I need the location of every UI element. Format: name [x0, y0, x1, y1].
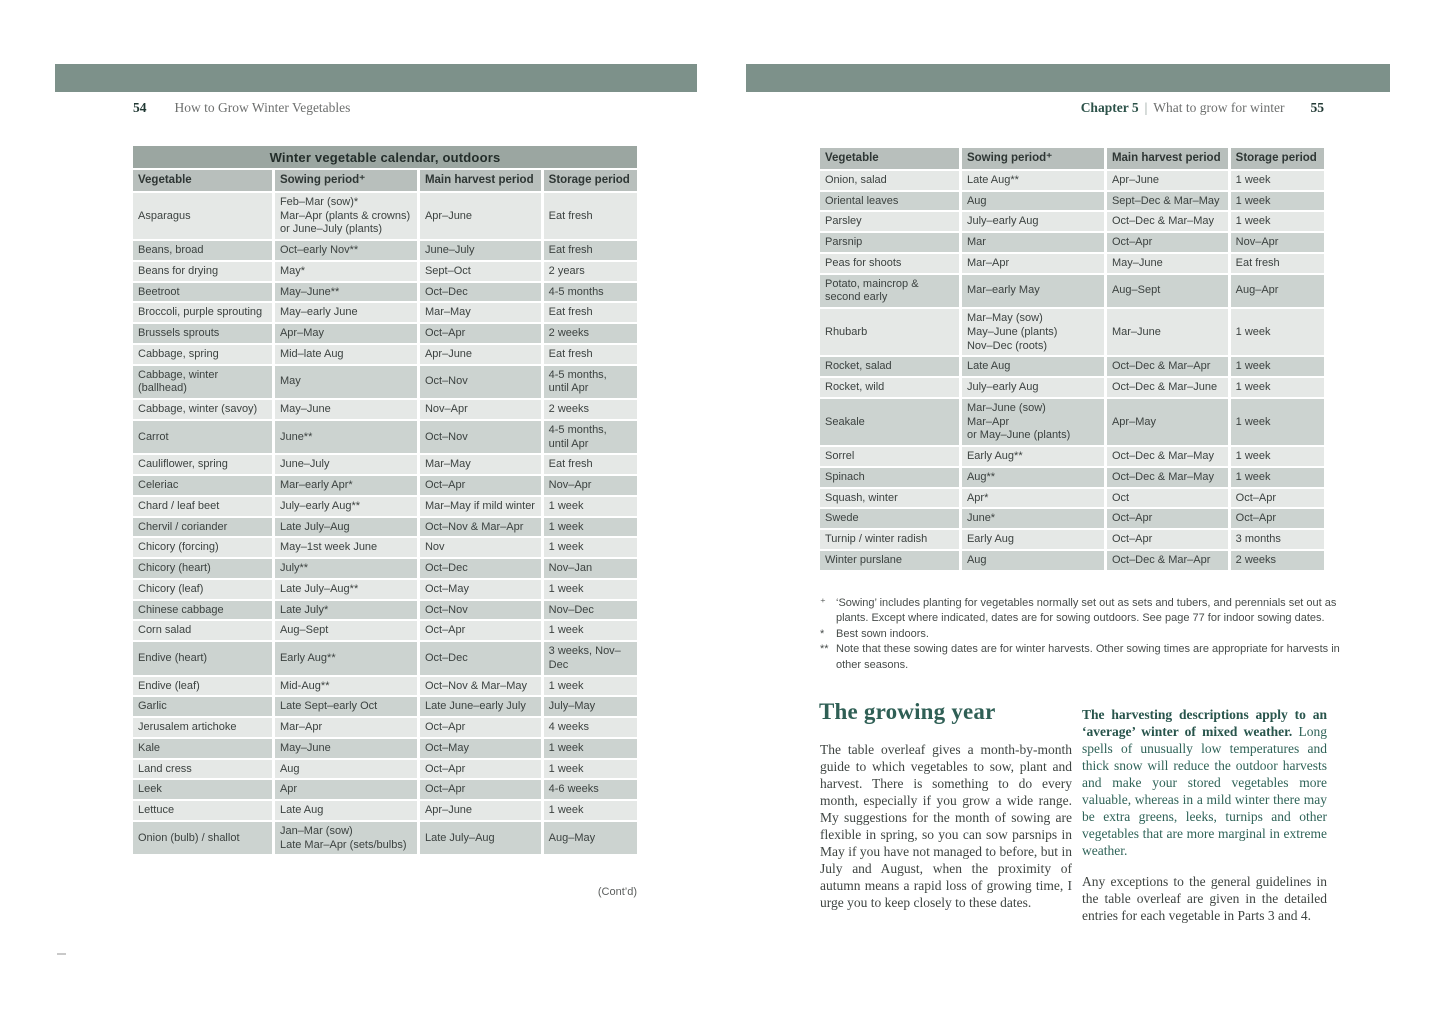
column-header: Vegetable: [820, 148, 959, 169]
table-cell: May: [275, 366, 417, 399]
table-cell: Onion, salad: [820, 171, 959, 190]
table-cell: Cauliflower, spring: [133, 455, 272, 474]
table-cell: Late July–Aug**: [275, 580, 417, 599]
table-cell: Apr–June: [420, 193, 541, 239]
table-cell: Garlic: [133, 697, 272, 716]
column-header: Sowing period⁺: [962, 148, 1104, 169]
table-cell: Onion (bulb) / shallot: [133, 822, 272, 855]
table-cell: Nov: [420, 538, 541, 557]
table-row: [133, 241, 637, 260]
table-cell: Mar–June: [1107, 309, 1228, 355]
table-cell: 1 week: [1231, 468, 1324, 487]
table-cell: Apr–June: [420, 345, 541, 364]
table-cell: 4 weeks: [544, 718, 637, 737]
table-cell: Swede: [820, 509, 959, 528]
table-header-row: [133, 170, 637, 191]
table-cell: Aug–Apr: [1231, 275, 1324, 308]
table-cell: Eat fresh: [544, 241, 637, 260]
table-row: [133, 400, 637, 419]
table-cell: 4-5 months: [544, 283, 637, 302]
table-row: [133, 518, 637, 537]
table-cell: Mid–late Aug: [275, 345, 417, 364]
table-cell: Oct–Apr: [420, 718, 541, 737]
table-row: [820, 378, 1324, 397]
table-row: [133, 345, 637, 364]
table-cell: Apr*: [962, 489, 1104, 508]
table-cell: 1 week: [544, 677, 637, 696]
table-cell: Nov–Apr: [420, 400, 541, 419]
table-row: [820, 309, 1324, 355]
table-cell: Oct–Dec & Mar–May: [1107, 212, 1228, 231]
table-row: [820, 530, 1324, 549]
footnote-marker: ⁺: [820, 597, 826, 609]
table-row: [133, 760, 637, 779]
table-cell: Potato, maincrop & second early: [820, 275, 959, 308]
table-cell: 4-5 months, until Apr: [544, 421, 637, 454]
table-cell: Chicory (leaf): [133, 580, 272, 599]
table-cell: 1 week: [1231, 192, 1324, 211]
table-cell: 2 weeks: [544, 324, 637, 343]
column-header: Main harvest period: [420, 170, 541, 191]
right-page-number: 55: [1310, 100, 1324, 115]
table-row: [133, 303, 637, 322]
table-cell: Oct–Nov & Mar–Apr: [420, 518, 541, 537]
table-cell: Apr–May: [1107, 399, 1228, 445]
table-cell: Mar–June (sow) Mar–Apr or May–June (plants): [962, 399, 1104, 445]
footnote-sowing: [820, 596, 1346, 627]
table-row: [133, 193, 637, 239]
table-row: [133, 559, 637, 578]
table-cell: 1 week: [544, 760, 637, 779]
table-cell: Sept–Dec & Mar–May: [1107, 192, 1228, 211]
table-cell: Eat fresh: [544, 193, 637, 239]
table-cell: 1 week: [544, 518, 637, 537]
table-cell: 1 week: [544, 580, 637, 599]
table-cell: Oct–Apr: [1231, 509, 1324, 528]
table-cell: Rhubarb: [820, 309, 959, 355]
table-cell: Aug: [962, 551, 1104, 570]
table-cell: 3 months: [1231, 530, 1324, 549]
table-cell: 3 weeks, Nov–Dec: [544, 642, 637, 675]
table-cell: Early Aug**: [275, 642, 417, 675]
footnote-indoors: [820, 627, 1346, 642]
table-cell: 2 weeks: [544, 400, 637, 419]
table-cell: Mar–May: [420, 303, 541, 322]
section-heading: The growing year: [819, 699, 996, 724]
table-cell: Mar–Apr: [962, 254, 1104, 273]
table-cell: 1 week: [544, 621, 637, 640]
table-cell: Rocket, salad: [820, 357, 959, 376]
table-row: [133, 455, 637, 474]
table-row: [820, 192, 1324, 211]
table-cell: Eat fresh: [1231, 254, 1324, 273]
table-cell: 2 weeks: [1231, 551, 1324, 570]
table-body: [133, 193, 637, 855]
table-row: [133, 697, 637, 716]
table-cell: Oct–Apr: [420, 621, 541, 640]
table-cell: Oct–Dec & Mar–May: [1107, 468, 1228, 487]
table-cell: Late Aug**: [962, 171, 1104, 190]
table-cell: Oct–Apr: [420, 476, 541, 495]
column-header: Main harvest period: [1107, 148, 1228, 169]
table-cell: Oct–Dec & Mar–June: [1107, 378, 1228, 397]
table-cell: Sept–Oct: [420, 262, 541, 281]
table-cell: 1 week: [544, 538, 637, 557]
table-cell: Late July–Aug: [275, 518, 417, 537]
table-cell: Late Sept–early Oct: [275, 697, 417, 716]
table-cell: 1 week: [1231, 309, 1324, 355]
table-cell: Feb–Mar (sow)* Mar–Apr (plants & crowns) or June–July (plants): [275, 193, 417, 239]
table-cell: Lettuce: [133, 801, 272, 820]
table-cell: Beetroot: [133, 283, 272, 302]
table-row: [820, 551, 1324, 570]
table-row: [820, 212, 1324, 231]
table-cell: Carrot: [133, 421, 272, 454]
table-cell: Oct–Apr: [420, 780, 541, 799]
table-cell: Leek: [133, 780, 272, 799]
table-cell: Apr–June: [1107, 171, 1228, 190]
table-cell: Peas for shoots: [820, 254, 959, 273]
table-cell: Mar–May if mild winter: [420, 497, 541, 516]
table-cell: Oct: [1107, 489, 1228, 508]
table-cell: Oriental leaves: [820, 192, 959, 211]
right-running-head: [746, 100, 1324, 116]
table-cell: Late Aug: [962, 357, 1104, 376]
table-cell: Aug: [962, 192, 1104, 211]
table-cell: 1 week: [1231, 357, 1324, 376]
table-cell: Winter purslane: [820, 551, 959, 570]
table-cell: Early Aug**: [962, 447, 1104, 466]
running-head-separator: |: [1144, 100, 1148, 115]
table-cell: Parsnip: [820, 233, 959, 252]
table-cell: May–1st week June: [275, 538, 417, 557]
vegetable-table: [130, 168, 640, 856]
stray-mark: [57, 953, 66, 955]
footnote-text: ‘Sowing’ includes planting for vegetables normally set out as sets and tubers, and perennials set out as plants. Except where indicated, dates are for sowing outdoors. See page 77 for indoor sowing dates.: [836, 597, 1337, 625]
table-cell: Oct–Apr: [420, 324, 541, 343]
table-cell: Aug**: [962, 468, 1104, 487]
table-row: [820, 447, 1324, 466]
table-cell: 1 week: [1231, 447, 1324, 466]
table-cell: Endive (heart): [133, 642, 272, 675]
table-row: [133, 642, 637, 675]
table-body: [820, 171, 1324, 570]
table-cell: Rocket, wild: [820, 378, 959, 397]
table-row: [820, 275, 1324, 308]
lead-rest-text: Long spells of unusually low temperatures and thick snow will reduce the outdoor harvests and make your stored vegetables more valuable, whereas in a mild winter there may be extra greens, leeks, turnips and other vegetables that are more marginal in extreme weather.: [1082, 724, 1327, 858]
table-cell: Land cress: [133, 760, 272, 779]
table-row: [133, 324, 637, 343]
table-cell: Late July*: [275, 601, 417, 620]
table-row: [820, 254, 1324, 273]
table-row: [133, 476, 637, 495]
table-title: Winter vegetable calendar, outdoors: [133, 146, 637, 168]
table-cell: Cabbage, winter (savoy): [133, 400, 272, 419]
table-cell: May–June: [275, 739, 417, 758]
table-row: [133, 601, 637, 620]
table-cell: Sorrel: [820, 447, 959, 466]
growing-year-paragraph-2: Any exceptions to the general guidelines in the table overleaf are given in the detailed entries for each vegetable in Parts 3 and 4.: [1082, 874, 1327, 923]
table-cell: Oct–early Nov**: [275, 241, 417, 260]
table-cell: Mar–early May: [962, 275, 1104, 308]
table-cell: Oct–May: [420, 580, 541, 599]
table-cell: Late July–Aug: [420, 822, 541, 855]
table-cell: June–July: [420, 241, 541, 260]
table-cell: Oct–Nov: [420, 366, 541, 399]
column-header: Vegetable: [133, 170, 272, 191]
table-cell: Cabbage, spring: [133, 345, 272, 364]
table-row: [820, 171, 1324, 190]
table-cell: 1 week: [544, 497, 637, 516]
growing-year-paragraph: The table overleaf gives a month-by-month guide to which vegetables to sow, plant and harvest. There is something to do every month, especially if you grow a wide range. My suggestions for the month of sowing are flexible in spring, so you can sow parsnips in May if you have not managed to before, but in July and August, when the proximity of autumn means a rapid loss of growing time, I urge you to keep closely to these dates.: [820, 742, 1072, 910]
table-row: [820, 233, 1324, 252]
table-cell: Nov–Apr: [544, 476, 637, 495]
table-cell: Oct–Dec: [420, 559, 541, 578]
table-row: [133, 421, 637, 454]
table-cell: Oct–Dec & Mar–May: [1107, 447, 1228, 466]
table-row: [133, 718, 637, 737]
table-cell: Broccoli, purple sprouting: [133, 303, 272, 322]
right-running-title: What to grow for winter: [1153, 100, 1285, 115]
right-page-top-bar: [746, 64, 1390, 92]
table-cell: Eat fresh: [544, 455, 637, 474]
table-cell: Aug–May: [544, 822, 637, 855]
table-row: [133, 677, 637, 696]
table-cell: Oct–Apr: [1107, 530, 1228, 549]
growing-year-left-column: [820, 741, 1072, 911]
table-cell: July–early Aug: [962, 212, 1104, 231]
table-row: [133, 739, 637, 758]
table-cell: Oct–Apr: [1231, 489, 1324, 508]
table-cell: Chicory (heart): [133, 559, 272, 578]
table-row: [133, 621, 637, 640]
table-cell: Brussels sprouts: [133, 324, 272, 343]
table-row: [133, 538, 637, 557]
table-cell: Kale: [133, 739, 272, 758]
lead-bold-text: The harvesting descriptions apply to an ‘average’ winter of mixed weather.: [1082, 707, 1327, 739]
winter-vegetable-table-left: [133, 146, 637, 856]
table-cell: Eat fresh: [544, 303, 637, 322]
table-cell: Oct–Apr: [420, 760, 541, 779]
table-cell: Nov–Apr: [1231, 233, 1324, 252]
table-cell: Eat fresh: [544, 345, 637, 364]
table-cell: June*: [962, 509, 1104, 528]
table-cell: Late June–early July: [420, 697, 541, 716]
table-cell: Spinach: [820, 468, 959, 487]
table-cell: Oct–Nov: [420, 421, 541, 454]
table-cell: Oct–Apr: [1107, 509, 1228, 528]
column-header: Storage period: [1231, 148, 1324, 169]
table-cell: Oct–May: [420, 739, 541, 758]
footnote-marker: **: [820, 643, 829, 656]
table-cell: Aug: [275, 760, 417, 779]
table-row: [133, 262, 637, 281]
table-cell: Chervil / coriander: [133, 518, 272, 537]
table-cell: Seakale: [820, 399, 959, 445]
table-cell: May–June: [275, 400, 417, 419]
table-cell: Nov–Jan: [544, 559, 637, 578]
table-cell: Aug–Sept: [1107, 275, 1228, 308]
left-page-number: 54: [133, 100, 147, 115]
winter-vegetable-table-right: [820, 146, 1324, 572]
table-cell: Oct–Nov: [420, 601, 541, 620]
table-cell: Oct–Dec: [420, 642, 541, 675]
table-cell: 2 years: [544, 262, 637, 281]
table-cell: 4-5 months, until Apr: [544, 366, 637, 399]
table-cell: Parsley: [820, 212, 959, 231]
table-row: [133, 580, 637, 599]
table-cell: May*: [275, 262, 417, 281]
table-cell: Jan–Mar (sow) Late Mar–Apr (sets/bulbs): [275, 822, 417, 855]
table-row: [133, 497, 637, 516]
table-cell: Nov–Dec: [544, 601, 637, 620]
table-row: [820, 357, 1324, 376]
table-cell: Chicory (forcing): [133, 538, 272, 557]
table-cell: June–July: [275, 455, 417, 474]
table-row: [820, 468, 1324, 487]
table-cell: Cabbage, winter (ballhead): [133, 366, 272, 399]
table-cell: Squash, winter: [820, 489, 959, 508]
column-header: Sowing period⁺: [275, 170, 417, 191]
table-cell: Oct–Nov & Mar–May: [420, 677, 541, 696]
table-cell: Corn salad: [133, 621, 272, 640]
table-cell: 1 week: [1231, 171, 1324, 190]
table-cell: May–June**: [275, 283, 417, 302]
table-cell: Oct–Dec & Mar–Apr: [1107, 551, 1228, 570]
table-cell: Apr: [275, 780, 417, 799]
left-running-head: [133, 100, 653, 116]
table-cell: Oct–Dec & Mar–Apr: [1107, 357, 1228, 376]
table-cell: July–May: [544, 697, 637, 716]
footnote-text: Best sown indoors.: [836, 627, 929, 640]
table-cell: 1 week: [544, 801, 637, 820]
footnote-marker: *: [820, 627, 825, 640]
table-cell: Beans, broad: [133, 241, 272, 260]
table-header-row: [820, 148, 1324, 169]
table-row: [133, 780, 637, 799]
growing-year-lead-paragraph: [1082, 706, 1327, 859]
footnote-winter-harvests: [820, 642, 1346, 673]
table-cell: July**: [275, 559, 417, 578]
table-cell: Endive (leaf): [133, 677, 272, 696]
table-cell: Apr–June: [420, 801, 541, 820]
table-cell: Asparagus: [133, 193, 272, 239]
table-cell: Early Aug: [962, 530, 1104, 549]
table-row: [133, 822, 637, 855]
table-cell: Chinese cabbage: [133, 601, 272, 620]
table-cell: Mid-Aug**: [275, 677, 417, 696]
chapter-label: Chapter 5: [1080, 100, 1139, 115]
table-cell: Mar–May: [420, 455, 541, 474]
table-cell: Celeriac: [133, 476, 272, 495]
table-row: [820, 489, 1324, 508]
table-cell: Apr–May: [275, 324, 417, 343]
growing-year-right-column: [1082, 706, 1327, 924]
table-cell: Mar–May (sow) May–June (plants) Nov–Dec (roots): [962, 309, 1104, 355]
table-cell: June**: [275, 421, 417, 454]
table-row: [133, 366, 637, 399]
footnote-text: Note that these sowing dates are for winter harvests. Other sowing times are appropriate for harvests in other seasons.: [836, 643, 1340, 671]
table-cell: 1 week: [1231, 212, 1324, 231]
table-row: [133, 283, 637, 302]
table-cell: May–early June: [275, 303, 417, 322]
vegetable-table: [817, 146, 1327, 572]
table-cell: Oct–Apr: [1107, 233, 1228, 252]
table-cell: Mar–Apr: [275, 718, 417, 737]
table-cell: July–early Aug: [962, 378, 1104, 397]
table-cell: Oct–Dec: [420, 283, 541, 302]
table-cell: 1 week: [1231, 378, 1324, 397]
table-cell: Late Aug: [275, 801, 417, 820]
left-running-title: How to Grow Winter Vegetables: [174, 100, 351, 115]
table-cell: 4-6 weeks: [544, 780, 637, 799]
table-cell: Turnip / winter radish: [820, 530, 959, 549]
table-cell: Mar–early Apr*: [275, 476, 417, 495]
table-row: [133, 801, 637, 820]
table-row: [820, 399, 1324, 445]
continued-note: (Cont’d): [597, 886, 637, 898]
table-cell: Jerusalem artichoke: [133, 718, 272, 737]
left-page-top-bar: [55, 64, 697, 92]
table-footnotes: [820, 596, 1346, 673]
table-cell: 1 week: [544, 739, 637, 758]
table-cell: Mar: [962, 233, 1104, 252]
table-cell: July–early Aug**: [275, 497, 417, 516]
table-cell: May–June: [1107, 254, 1228, 273]
table-cell: 1 week: [1231, 399, 1324, 445]
table-row: [820, 509, 1324, 528]
table-cell: Chard / leaf beet: [133, 497, 272, 516]
table-cell: Beans for drying: [133, 262, 272, 281]
table-cell: Aug–Sept: [275, 621, 417, 640]
column-header: Storage period: [544, 170, 637, 191]
